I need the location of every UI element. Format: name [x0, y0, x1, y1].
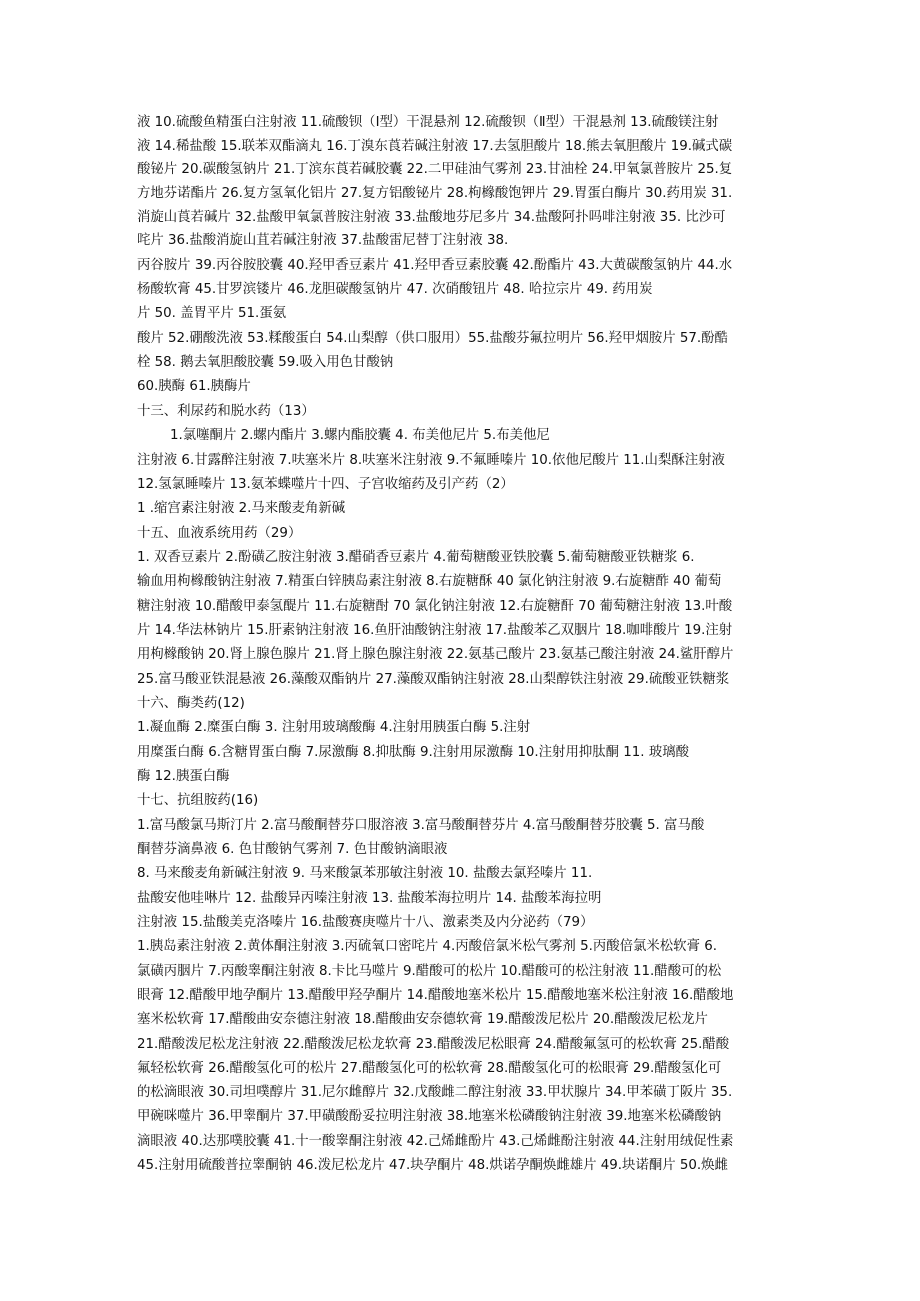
text-line: 片 14.华法林钠片 15.肝素钠注射液 16.鱼肝油酸钠注射液 17.盐酸苯乙双胭片 18.咖啡酸片 19.注射 [137, 623, 733, 638]
text-line: 输血用枸橼酸钠注射液 7.精蛋白锌胰岛素注射液 8.右旋糖酥 40 氯化钠注射液 9.右旋糖酢 40 葡萄 [137, 574, 722, 589]
text-line: 45.注射用硫酸普拉睾酮钠 46.泼尼松龙片 47.块孕酮片 48.烘诺孕酮焕雌雄片 49.块诺酮片 50.焕雌 [137, 1158, 728, 1173]
text-line: 1.凝血酶 2.糜蛋白酶 3. 注射用玻璃酸酶 4.注射用胰蛋白酶 5.注射 [137, 720, 531, 735]
text-line: 丙谷胺片 39.丙谷胺胶囊 40.羟甲香豆素片 41.羟甲香豆素胶囊 42.酚酯片 43.大黄碳酸氢钠片 44.水 [137, 258, 733, 273]
text-line: 消旋山莨若碱片 32.盐酸甲氧氯普胺注射液 33.盐酸地芬尼多片 34.盐酸阿扑吗啡注射液 35. 比沙可 [137, 210, 726, 225]
text-line: 酸片 52.硼酸洗液 53.糅酸蛋白 54.山梨醇（供口服用）55.盐酸芬氟拉明片 56.羟甲烟胺片 57.酚酷 [137, 331, 728, 346]
text-line: 塞米松软膏 17.醋酸曲安奈德注射液 18.醋酸曲安奈德软膏 19.醋酸泼尼松片 20.醋酸泼尼松龙片 [137, 1012, 708, 1027]
text-line: 咤片 36.盐酸消旋山苴若碱注射液 37.盐酸雷尼替丁注射液 38. [137, 233, 509, 248]
text-line: 酸铋片 20.碳酸氢钠片 21.丁滨东莨若碱胶囊 22.二甲硅油气雾剂 23.甘油栓 24.甲氧氯普胺片 25.复 [137, 162, 733, 177]
text-line: 用糜蛋白酶 6.含糖胃蛋白酶 7.尿激酶 8.抑肽酶 9.注射用尿激酶 10.注射用抑肽酮 11. 玻璃酸 [137, 745, 689, 760]
text-line: 1.胰岛素注射液 2.黄体酮注射液 3.丙硫氧口密咤片 4.丙酸倍氯米松气雾剂 5.丙酸倍氯米松软膏 6. [137, 939, 717, 954]
text-line: 8. 马来酸麦角新碱注射液 9. 马来酸氯苯那敏注射液 10. 盐酸去氯羟嗪片 11. [137, 866, 593, 881]
text-line: 氯磺丙胭片 7.丙酸睾酮注射液 8.卡比马噬片 9.醋酸可的松片 10.醋酸可的松注射液 11.醋酸可的松 [137, 964, 722, 979]
text-line: 液 14.稀盐酸 15.联苯双酯滴丸 16.丁溴东莨若碱注射液 17.去氢胆酸片 18.熊去氧胆酸片 19.碱式碳 [137, 139, 733, 154]
text-line: 糖注射液 10.醋酸甲泰氢醍片 11.右旋糖酎 70 氯化钠注射液 12.右旋糖酐 70 葡萄糖注射液 13.叶酸 [137, 599, 733, 614]
text-line: 方地芬诺酯片 26.复方氢氧化铝片 27.复方铝酸铋片 28.枸橼酸饱钾片 29.胃蛋白酶片 30.药用炭 31. [137, 186, 733, 201]
text-line: 氟轻松软膏 26.醋酸氢化可的松片 27.醋酸氢化可的松软膏 28.醋酸氢化可的松眼膏 29.醋酸氢化可 [137, 1061, 722, 1076]
text-line: 栓 58. 鹅去氧胆酸胶囊 59.吸入用色甘酸钠 [137, 355, 394, 370]
section-heading: 十五、血液系统用药（29） [137, 526, 302, 541]
text-line: 21.醋酸泼尼松龙注射液 22.醋酸泼尼松龙软膏 23.醋酸泼尼松眼膏 24.醋酸氟氢可的松软膏 25.醋酸 [137, 1037, 730, 1052]
text-line: 液 10.硫酸鱼精蛋白注射液 11.硫酸钡（Ⅰ型）干混悬剂 12.硫酸钡（Ⅱ型）干混悬剂 13.硫酸镁注射 [137, 115, 719, 130]
text-line: 眼膏 12.醋酸甲地孕酮片 13.醋酸甲羟孕酮片 14.醋酸地塞米松片 15.醋酸地塞米松注射液 16.醋酸地 [137, 988, 734, 1003]
text-line: 酶 12.胰蛋白酶 [137, 769, 230, 784]
text-line: 1 .缩宫素注射液 2.马来酸麦角新碱 [137, 501, 346, 516]
section-heading: 十七、抗组胺药(16) [137, 793, 259, 808]
text-line: 甲碗咪噬片 36.甲睾酮片 37.甲磺酸酚妥拉明注射液 38.地塞米松磷酸钠注射液 39.地塞米松磷酸钠 [137, 1109, 722, 1124]
text-line: 杨酸软膏 45.甘罗滨镂片 46.龙胆碳酸氢钠片 47. 次硝酸钮片 48. 哈拉宗片 49. 药用炭 [137, 282, 653, 297]
text-line: 1.富马酸氯马斯汀片 2.富马酸酮替芬口服溶液 3.富马酸酮替芬片 4.富马酸酮替芬胶囊 5. 富马酸 [137, 818, 705, 833]
text-line: 用枸橼酸钠 20.肾上腺色腺片 21.肾上腺色腺注射液 22.氨基己酸片 23.氨基己酸注射液 24.鲨肝醇片 [137, 647, 734, 662]
text-line: 片 50. 盖胃平片 51.蛋氨 [137, 306, 287, 321]
section-heading: 十六、酶类药(12) [137, 696, 245, 711]
text-line: 60.胰酶 61.胰酶片 [137, 379, 251, 394]
text-line: 的松滴眼液 30.司坦噗醇片 31.尼尔雌醇片 32.戊酸雌二醇注射液 33.甲状腺片 34.甲苯磺丁阪片 35. [137, 1085, 733, 1100]
text-line: 盐酸安他哇啉片 12. 盐酸异丙嗪注射液 13. 盐酸苯海拉明片 14. 盐酸苯海拉明 [137, 891, 602, 906]
text-line: 注射液 15.盐酸美克洛嗪片 16.盐酸赛庚噬片十八、激素类及内分泌药（79） [137, 915, 594, 930]
text-line: 酮替芬滴鼻液 6. 色甘酸钠气雾剂 7. 色甘酸钠滴眼液 [137, 842, 448, 857]
text-line: 25.富马酸亚铁混悬液 26.藻酸双酯钠片 27.藻酸双酯钠注射液 28.山梨醇铁注射液 29.硫酸亚铁糖浆 [137, 672, 730, 687]
text-line: 12.氢氯睡嗪片 13.氨苯蝶噬片十四、子宫收缩药及引产药（2） [137, 477, 514, 492]
text-line: 滴眼液 40.达那噗胶囊 41.十一酸睾酮注射液 42.己烯雌酚片 43.己烯雌酚注射液 44.注射用绒促性素 [137, 1134, 734, 1149]
section-heading: 十三、利尿药和脱水药（13） [137, 404, 315, 419]
text-line: 1.氯噻酮片 2.螺内酯片 3.螺内酯胶囊 4. 布美他尼片 5.布美他尼 [170, 428, 550, 443]
text-line: 1. 双香豆素片 2.酚磺乙胺注射液 3.醋硝香豆素片 4.葡萄糖酸亚铁胶囊 5.葡萄糖酸亚铁糖浆 6. [137, 550, 695, 565]
text-line: 注射液 6.甘露醉注射液 7.呋塞米片 8.呋塞米注射液 9.不氟睡嗪片 10.依他尼酸片 11.山梨酥注射液 [137, 453, 725, 468]
